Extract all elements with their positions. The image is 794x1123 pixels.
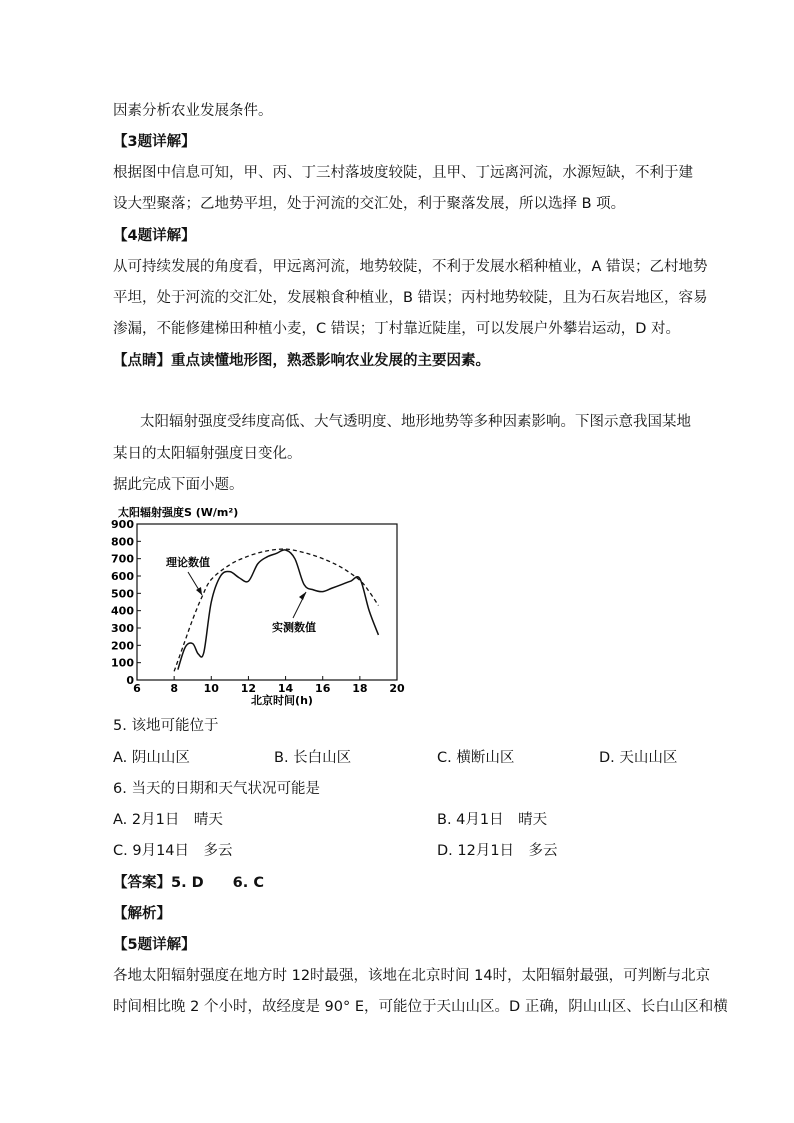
q6-option-d: D. 12月1日 多云 — [437, 843, 558, 859]
text-line-6: 从可持续发展的角度看，甲远离河流，地势较陡，不利于发展水稻种植业，A 错误；乙村地势 — [113, 259, 708, 275]
intro-line-1: 太阳辐射强度受纬度高低、大气透明度、地形地势等多种因素影响。下图示意我国某地 — [140, 414, 691, 430]
y-tick-label: 800 — [111, 535, 134, 549]
x-tick-label: 10 — [203, 682, 219, 695]
section-heading-q4: 【4题详解】 — [113, 228, 196, 244]
annotation-theory-arrowhead — [196, 587, 202, 595]
explanation-line-2: 时间相比晚 2 个小时，故经度是 90° E，可能位于天山山区。D 正确，阴山山区、长白山区和横 — [113, 999, 728, 1015]
x-tick-label: 14 — [277, 682, 294, 695]
q6-option-a: A. 2月1日 晴天 — [113, 812, 223, 828]
annotation-measured: 实测数值 — [272, 621, 316, 634]
x-axis-label: 北京时间(h) — [251, 694, 313, 707]
analysis-heading: 【解析】 — [113, 906, 171, 922]
y-tick-label: 500 — [111, 587, 134, 601]
x-tick-label: 8 — [170, 682, 178, 695]
y-tick-label: 400 — [111, 604, 134, 618]
intro-line-3: 据此完成下面小题。 — [113, 477, 244, 493]
y-tick-label: 700 — [111, 552, 134, 566]
section-heading-q5: 【5题详解】 — [113, 937, 196, 953]
text-line-4: 设大型聚落；乙地势平坦，处于河流的交汇处，利于聚落发展，所以选择 B 项。 — [113, 196, 626, 212]
plot-frame — [137, 524, 397, 680]
answer-line: 【答案】5. D 6. C — [113, 875, 264, 891]
y-tick-label: 200 — [111, 639, 134, 653]
solar-radiation-chart — [110, 500, 410, 710]
q5-option-c: C. 横断山区 — [437, 750, 515, 766]
q5-option-d: D. 天山山区 — [599, 750, 678, 766]
q6-option-c: C. 9月14日 多云 — [113, 843, 233, 859]
question-6: 6. 当天的日期和天气状况可能是 — [113, 781, 320, 797]
annotation-theory: 理论数值 — [166, 556, 210, 569]
text-line-3: 根据图中信息可知，甲、丙、丁三村落坡度较陡，且甲、丁远离河流，水源短缺，不利于建 — [113, 165, 693, 181]
question-5: 5. 该地可能位于 — [113, 718, 219, 734]
text-line-7: 平坦，处于河流的交汇处，发展粮食种植业，B 错误；丙村地势较陡，且为石灰岩地区，容易 — [113, 290, 708, 306]
y-tick-label: 600 — [111, 570, 134, 583]
y-tick-label: 300 — [111, 622, 134, 635]
x-tick-label: 12 — [240, 682, 257, 695]
explanation-line-1: 各地太阳辐射强度在地方时 12时最强，该地在北京时间 14时，太阳辐射最强，可判断与北京 — [113, 968, 711, 984]
y-tick-label: 100 — [111, 656, 134, 670]
intro-line-2: 某日的太阳辐射强度日变化。 — [113, 446, 302, 462]
text-line-8: 渗漏，不能修建梯田种植小麦，C 错误；丁村靠近陡崖，可以发展户外攀岩运动，D 对。 — [113, 321, 681, 337]
chart-title: 太阳辐射强度S (W/m²) — [118, 506, 239, 519]
x-tick-label: 16 — [315, 682, 331, 695]
q6-option-b: B. 4月1日 晴天 — [437, 812, 548, 828]
q5-option-a: A. 阴山山区 — [113, 750, 190, 766]
text-line-1: 因素分析农业发展条件。 — [113, 103, 273, 119]
key-point-line: 【点睛】重点读懂地形图，熟悉影响农业发展的主要因素。 — [113, 353, 490, 369]
x-tick-label: 6 — [133, 682, 141, 695]
x-tick-label: 18 — [352, 682, 368, 695]
y-tick-label: 0 — [126, 674, 134, 687]
section-heading-q3: 【3题详解】 — [113, 134, 196, 150]
annotation-measured-arrowhead — [299, 592, 306, 600]
y-tick-label: 900 — [111, 518, 134, 531]
x-tick-label: 20 — [389, 682, 405, 695]
q5-option-b: B. 长白山区 — [274, 750, 352, 766]
